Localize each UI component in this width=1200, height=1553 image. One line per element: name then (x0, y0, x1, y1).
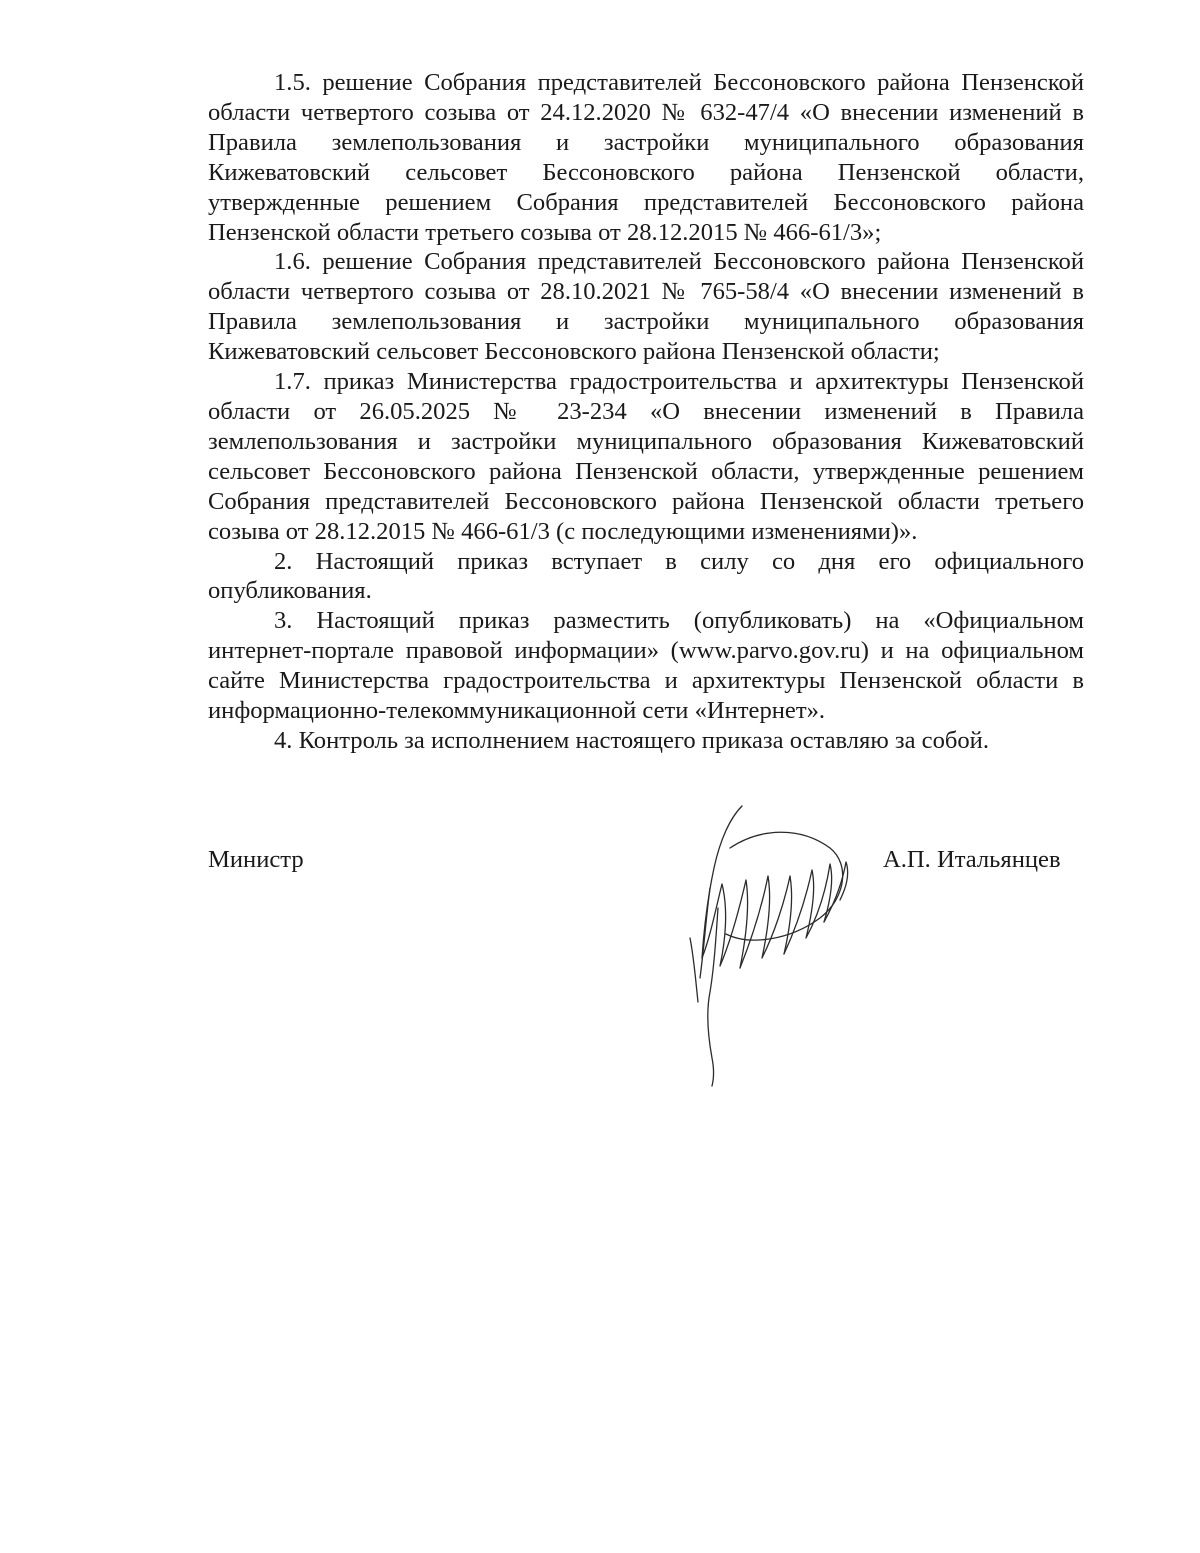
signatory-position: Министр (208, 846, 304, 873)
paragraph-2: 2. Настоящий приказ вступает в силу со дня его официального опубликования. (208, 547, 1084, 605)
paragraph-1-7: 1.7. приказ Министерства градостроительства и архитектуры Пензенской области от 26.05.2025 № 23-234 «О внесении изменений в Правила землепользования и застройки муниципального образования Кижеватовский сельсовет Бессоновского района Пензенской области, утвержденные решением Собрания представителей Бессоновского района Пензенской области третьего созыва от 28.12.2015 № 466-61/3 (с последующими изменениями)». (208, 368, 1084, 545)
document-body (208, 68, 1084, 756)
paragraph-3: 3. Настоящий приказ разместить (опубликовать) на «Официальном интернет-портале правовой информации» (www.parvo.gov.ru) и на официальном сайте Министерства градостроительства и архитектуры Пензенской области в информационно-телекоммуникационной сети «Интернет». (208, 607, 1084, 725)
paragraph-1-5: 1.5. решение Собрания представителей Бессоновского района Пензенской области четвертого созыва от 24.12.2020 № 632-47/4 «О внесении изменений в Правила землепользования и застройки муниципального образования Кижеватовский сельсовет Бессоновского района Пензенской области, утвержденные решением Собрания представителей Бессоновского района Пензенской области третьего созыва от 28.12.2015 № 466-61/3»; (208, 69, 1084, 246)
signatory-name: А.П. Итальянцев (883, 846, 1061, 873)
handwritten-signature (670, 788, 870, 1088)
paragraph-4: 4. Контроль за исполнением настоящего приказа оставляю за собой. (274, 726, 989, 754)
paragraph-1-6: 1.6. решение Собрания представителей Бессоновского района Пензенской области четвертого созыва от 28.10.2021 № 765-58/4 «О внесении изменений в Правила землепользования и застройки муниципального образования Кижеватовский сельсовет Бессоновского района Пензенской области; (208, 248, 1084, 366)
